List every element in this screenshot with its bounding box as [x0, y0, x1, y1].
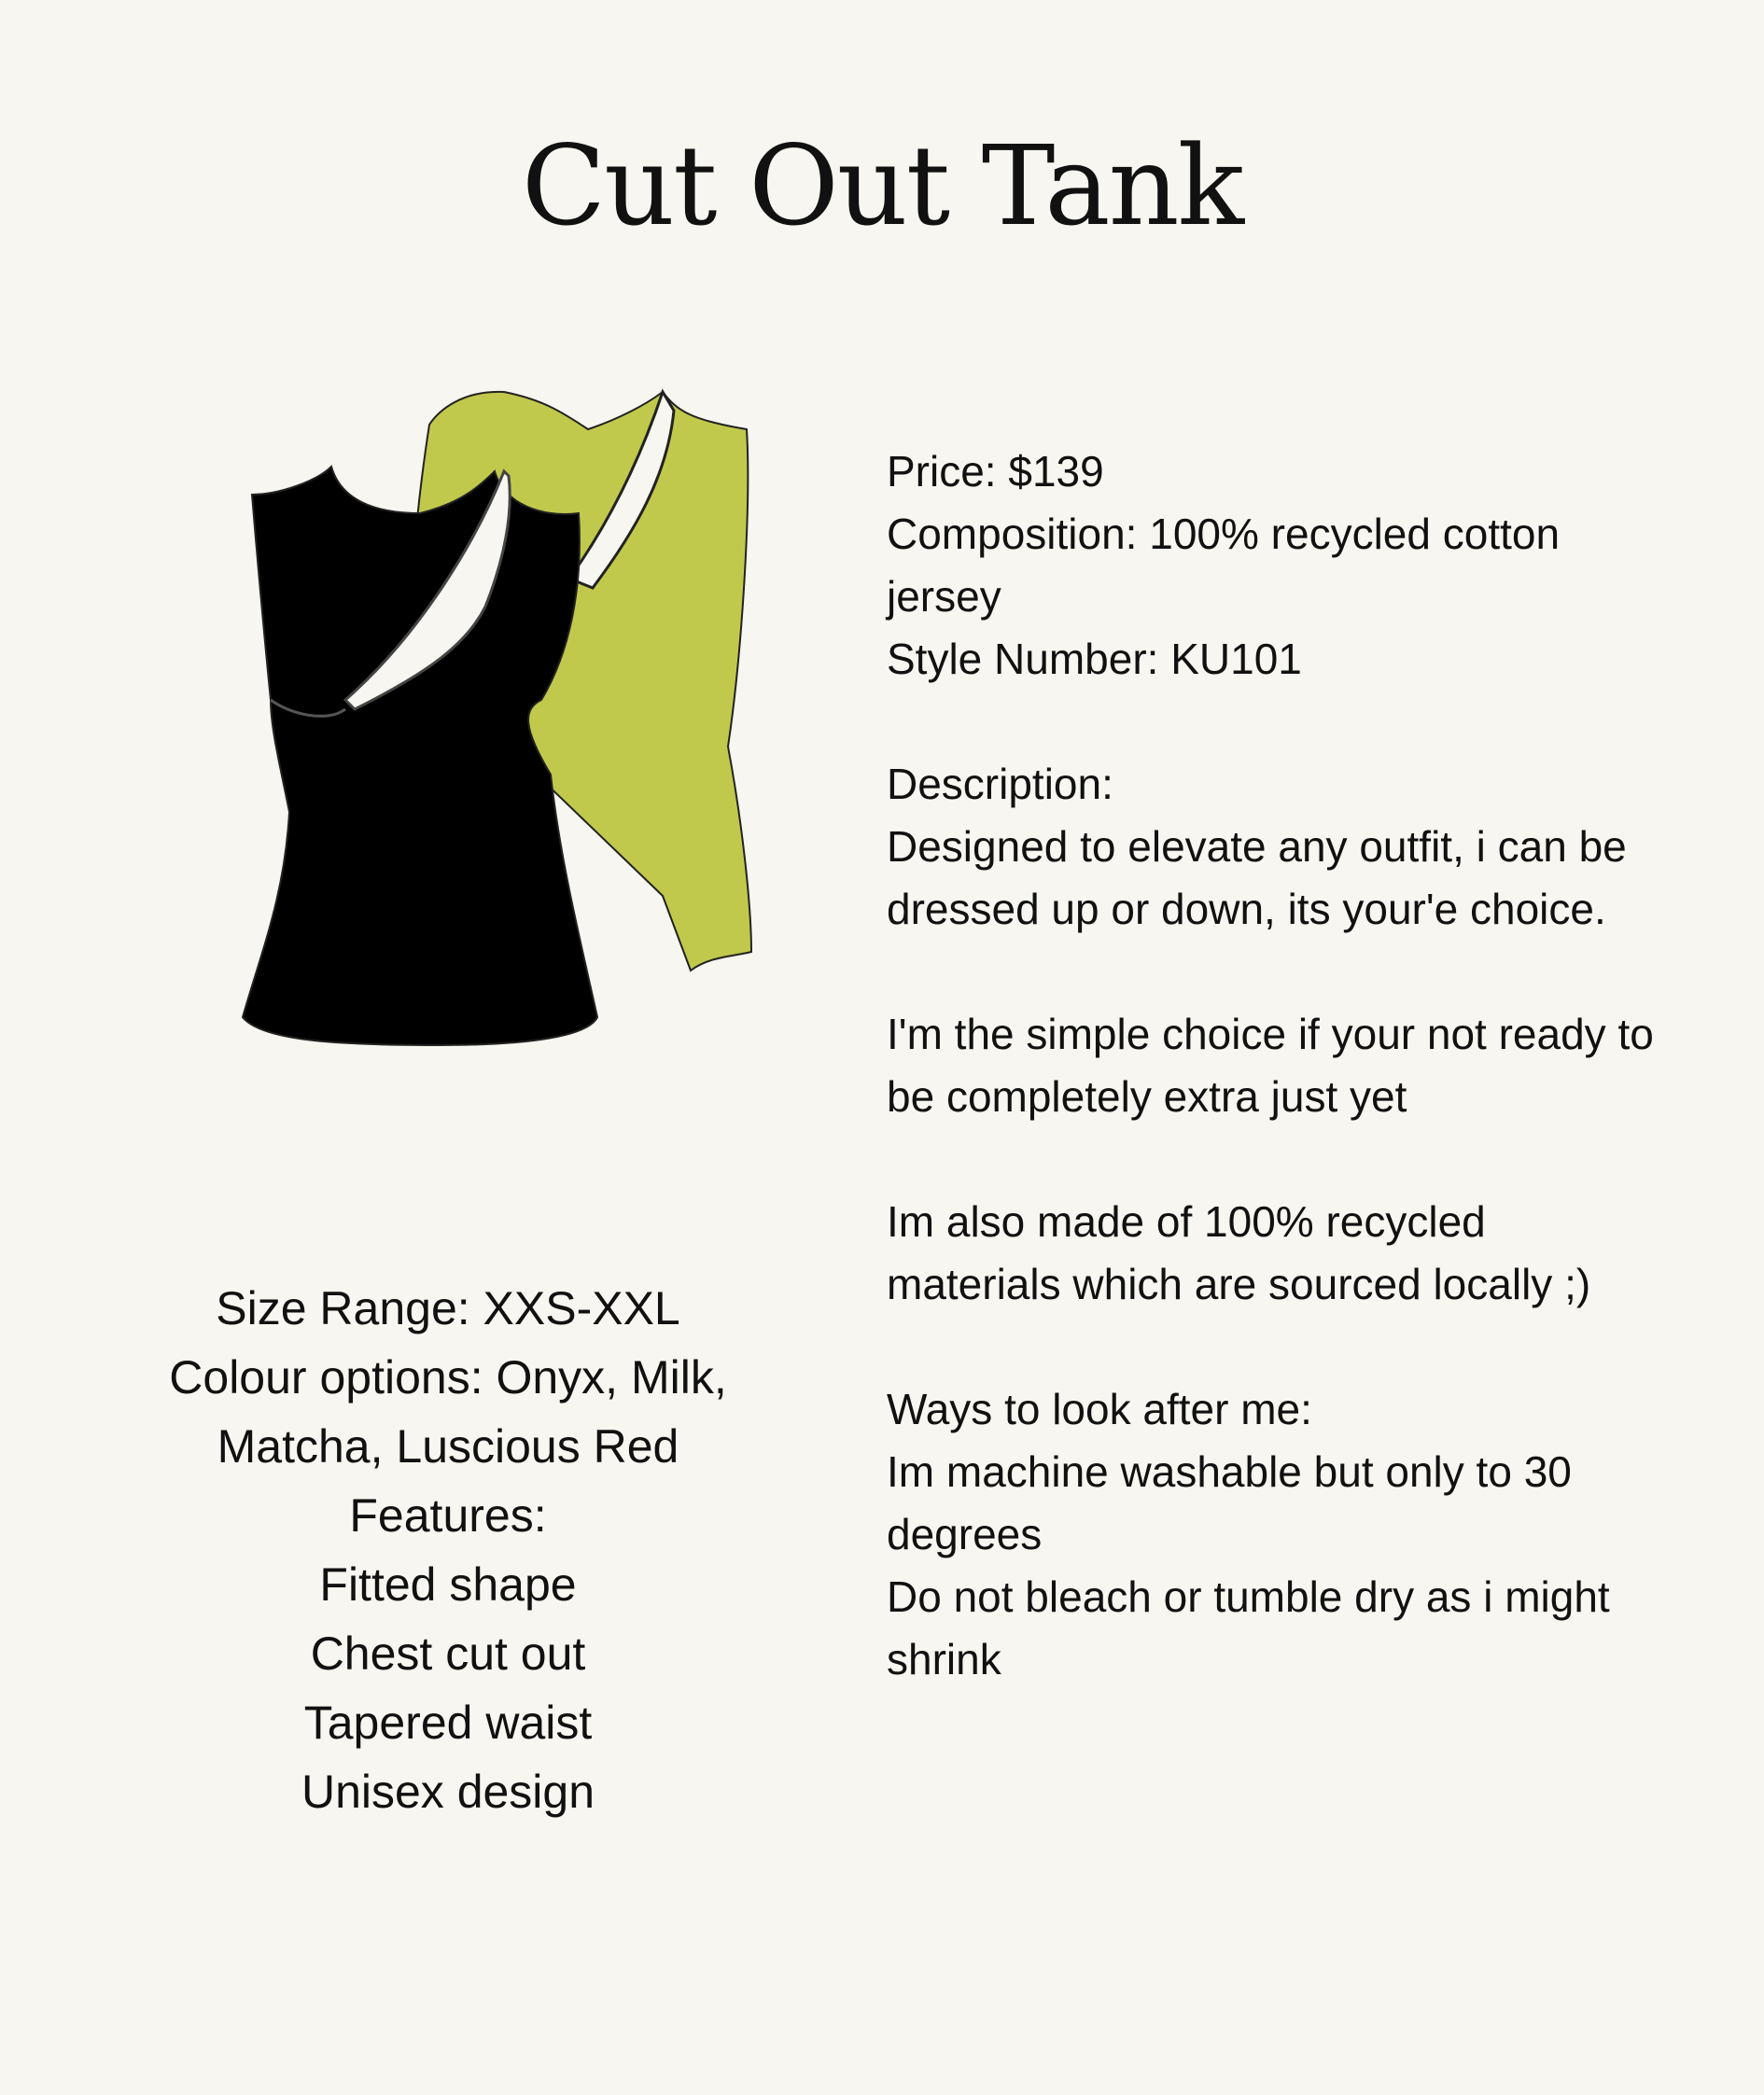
tank-top-illustration — [224, 373, 803, 1120]
product-specs — [93, 1274, 803, 1826]
feature-item: Fitted shape — [319, 1558, 577, 1611]
care-label: Ways to look after me: — [887, 1385, 1312, 1433]
feature-item: Unisex design — [301, 1766, 595, 1818]
features-label: Features: — [349, 1489, 547, 1542]
size-range: Size Range: XXS-XXL — [216, 1282, 680, 1334]
page-title: Cut Out Tank — [521, 121, 1243, 250]
care-instruction: Do not bleach or tumble dry as i might shrink — [887, 1572, 1610, 1683]
price: Price: $139 — [887, 447, 1104, 496]
description-paragraph: Im also made of 100% recycled materials which are sourced locally ;) — [887, 1197, 1591, 1308]
description-paragraph: Designed to elevate any outfit, i can be dressed up or down, its your'e choice. — [887, 822, 1627, 933]
style-number: Style Number: KU101 — [887, 635, 1302, 683]
feature-item: Chest cut out — [310, 1627, 586, 1680]
colour-options-line2: Matcha, Luscious Red — [217, 1420, 679, 1473]
colour-options-line1: Colour options: Onyx, Milk, — [169, 1351, 727, 1404]
care-instruction: Im machine washable but only to 30 degrees — [887, 1447, 1572, 1558]
feature-item: Tapered waist — [303, 1697, 593, 1749]
description-paragraph: I'm the simple choice if your not ready to be completely extra just yet — [887, 1010, 1654, 1121]
composition: Composition: 100% recycled cotton jersey — [887, 510, 1561, 621]
product-details — [887, 440, 1671, 1691]
description-label: Description: — [887, 760, 1113, 808]
